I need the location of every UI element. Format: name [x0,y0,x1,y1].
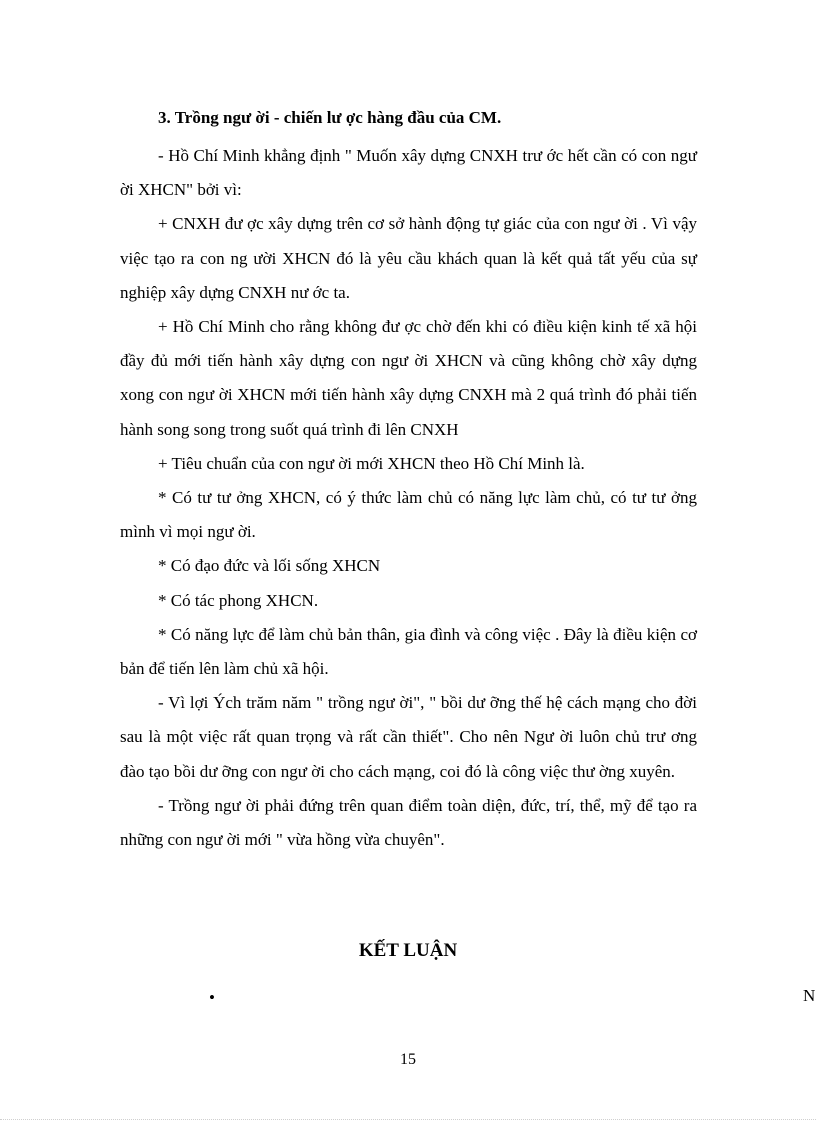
paragraph-2: + CNXH đư ợc xây dựng trên cơ sở hành động tự giác của con ngư ời . Vì vậy việc tạo ra con ng ười XHCN đó là yêu cầu khách quan là kết quả tất yếu của sự nghiệp xây dựng CNXH nư ớc ta. [120,214,697,302]
page-bottom-divider [0,1119,816,1120]
paragraph-8: * Có năng lực để làm chủ bản thân, gia đình và công việc . Đây là điều kiện cơ bản để tiến lên làm chủ xã hội. [120,624,697,679]
paragraph-6: * Có đạo đức và lối sống XHCN [158,556,381,576]
paragraph-9: - Vì lợi Ých trăm năm " trồng ngư ời", " bồi dư ỡng thế hệ cách mạng cho đời sau là một việc rất quan trọng và rất cần thiết". Cho nên Ngư ời luôn chủ trư ơng đào tạo bồi dư ỡng con ngư ời cho cách mạng, coi đó là công việc thư ờng xuyên. [120,693,697,781]
paragraph-7: * Có tác phong XHCN. [158,590,319,610]
paragraph-3: + Hồ Chí Minh cho rằng không đư ợc chờ đến khi có điều kiện kinh tế xã hội đầy đủ mới tiến hành xây dựng con ngư ời XHCN và cũng không chờ xây dựng xong con ngư ời XHCN mới tiến hành xây dựng CNXH mà 2 quá trình đó phải tiến hành song song trong suốt quá trình đi lên CNXH [120,317,697,439]
page-number: 15 [400,1051,416,1068]
edge-letter: N [803,986,816,1005]
paragraph-5: * Có tư tư ởng XHCN, có ý thức làm chủ có năng lực làm chủ, có tư tư ởng mình vì mọi ngư ời. [120,488,697,542]
conclusion-title: KẾT LUẬN [358,940,458,961]
bullet-icon: • [209,988,215,1007]
section-heading: 3. Trồng ngư ời - chiến lư ợc hàng đầu của CM. [158,108,502,127]
body-text [120,139,697,857]
paragraph-10: - Trồng ngư ời phải đứng trên quan điểm toàn diện, đức, trí, thể, mỹ để tạo ra những con ngư ời mới " vừa hồng vừa chuyên". [120,795,697,850]
paragraph-1: - Hồ Chí Minh khẳng định " Muốn xây dựng CNXH trư ớc hết cần có con ngư ời XHCN" bởi vì: [120,146,697,200]
paragraph-4: + Tiêu chuẩn của con ngư ời mới XHCN theo Hồ Chí Minh là. [158,453,585,473]
